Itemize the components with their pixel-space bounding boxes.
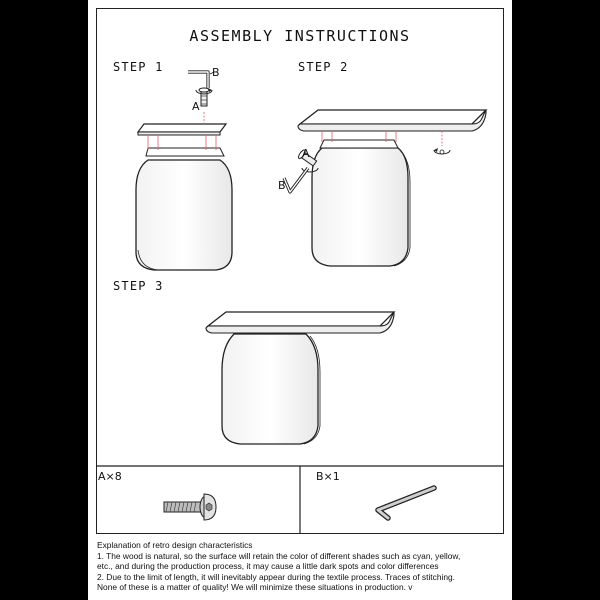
notes-block	[97, 540, 507, 593]
drawing-frame	[96, 8, 504, 534]
instruction-sheet	[88, 0, 512, 600]
step2-label: STEP 2	[298, 60, 349, 74]
notes-heading: Explanation of retro design characteristics	[97, 540, 253, 550]
step2-callout-a: A	[302, 147, 310, 160]
page-title: ASSEMBLY INSTRUCTIONS	[189, 27, 411, 45]
part-b-label: B×1	[316, 470, 340, 483]
step1-callout-b: B	[212, 66, 220, 79]
step3-label: STEP 3	[113, 279, 164, 293]
notes-line-3: 2. Due to the limit of length, it will inevitably appear during the textile process. Traces of stitching.	[97, 571, 455, 582]
step2-callout-b: B	[278, 179, 286, 192]
notes-line-2: etc., and during the production process, it may cause a little dark spots and color differences	[97, 561, 439, 572]
part-a-label: A×8	[98, 470, 122, 483]
notes-line-4: None of these is a matter of quality! We will minimize these situations in production. v	[97, 582, 413, 593]
step1-callout-a: A	[192, 100, 200, 113]
step1-label: STEP 1	[113, 60, 164, 74]
notes-line-1: 1. The wood is natural, so the surface will retain the color of different shades such as cyan, yellow,	[97, 550, 461, 561]
